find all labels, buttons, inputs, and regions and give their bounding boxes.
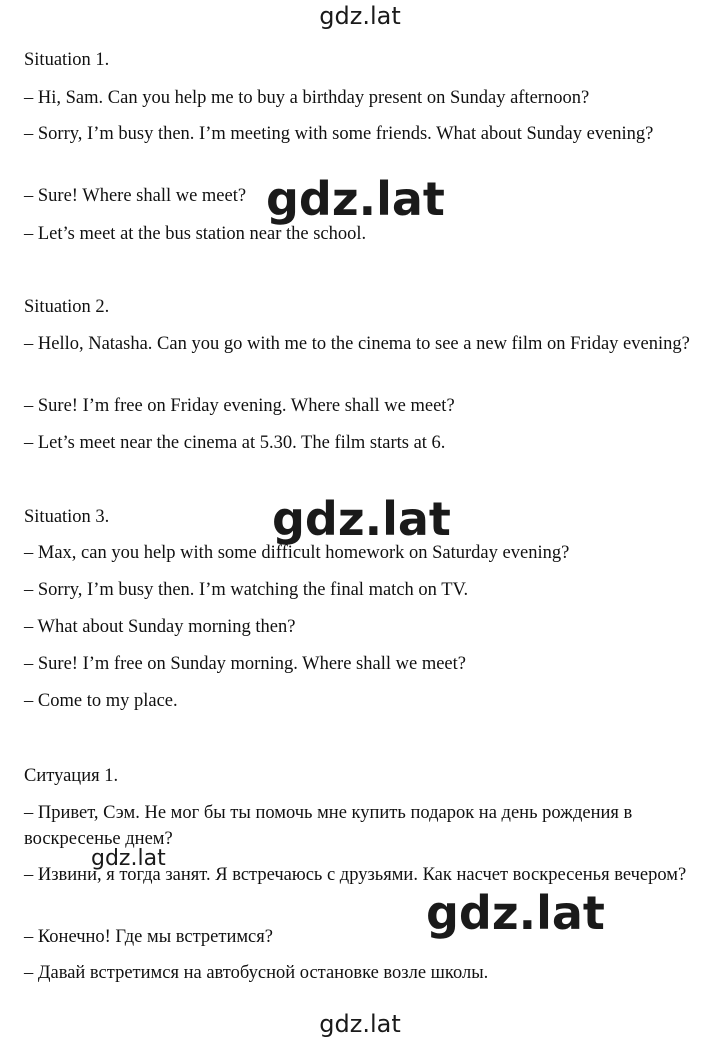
dialogue-line: – Sure! I’m free on Friday evening. Where shall we meet? bbox=[24, 396, 455, 416]
dialogue-line: – Привет, Сэм. Не мог бы ты помочь мне купить подарок на день рождения в воскресенье днем? bbox=[24, 803, 633, 849]
dialogue-line: – Hello, Natasha. Can you go with me to the cinema to see a new film on Friday evening? bbox=[24, 334, 690, 354]
dialogue-line: – Давай встретимся на автобусной остановке возле школы. bbox=[24, 963, 489, 983]
dialogue-line: – Извини, я тогда занят. Я встречаюсь с друзьями. Как насчет воскресенья вечером? bbox=[24, 865, 687, 885]
dialogue-line: – Sure! Where shall we meet? bbox=[24, 186, 247, 206]
dialogue-line: – Hi, Sam. Can you help me to buy a birthday present on Sunday afternoon? bbox=[24, 88, 590, 108]
situation-ru-1-heading: Ситуация 1. bbox=[24, 766, 119, 786]
watermark-large: gdz.lat bbox=[426, 886, 605, 940]
dialogue-line: – Sorry, I’m busy then. I’m watching the final match on TV. bbox=[24, 580, 469, 600]
watermark-bottom: gdz.lat bbox=[319, 1010, 401, 1038]
watermark-small: gdz.lat bbox=[91, 846, 166, 871]
situation-3-heading: Situation 3. bbox=[24, 507, 110, 527]
dialogue-line: – Sorry, I’m busy then. I’m meeting with some friends. What about Sunday evening? bbox=[24, 124, 654, 144]
situation-1-heading: Situation 1. bbox=[24, 50, 110, 70]
dialogue-line: – Let’s meet near the cinema at 5.30. The film starts at 6. bbox=[24, 433, 446, 453]
dialogue-line: – Sure! I’m free on Sunday morning. Where shall we meet? bbox=[24, 654, 466, 674]
dialogue-line: – Let’s meet at the bus station near the school. bbox=[24, 224, 367, 244]
dialogue-line: – What about Sunday morning then? bbox=[24, 617, 296, 637]
dialogue-line: – Конечно! Где мы встретимся? bbox=[24, 927, 273, 947]
dialogue-line: – Max, can you help with some difficult homework on Saturday evening? bbox=[24, 543, 570, 563]
situation-2-heading: Situation 2. bbox=[24, 297, 110, 317]
dialogue-line: – Come to my place. bbox=[24, 691, 178, 711]
watermark-large: gdz.lat bbox=[266, 172, 445, 226]
watermark-top: gdz.lat bbox=[319, 2, 401, 30]
watermark-large: gdz.lat bbox=[272, 492, 451, 546]
